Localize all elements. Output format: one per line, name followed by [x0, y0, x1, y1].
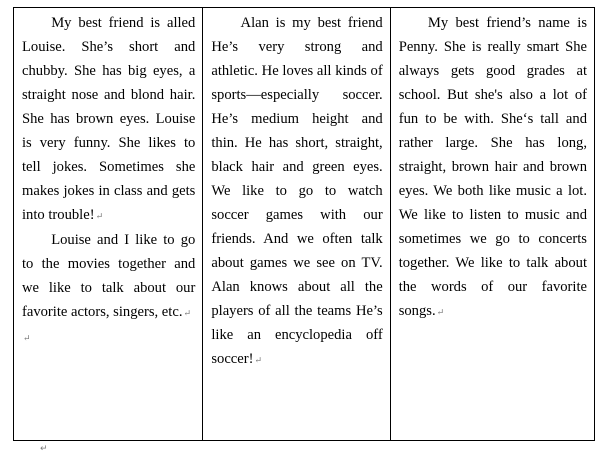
- table-cell-penny[interactable]: [391, 8, 594, 440]
- paragraph-mark-icon: ↵: [254, 355, 263, 365]
- table-cell-alan[interactable]: [203, 8, 390, 440]
- paragraph-mark-icon: ↵: [40, 444, 48, 454]
- paragraph-mark-icon: ↵: [436, 307, 445, 317]
- empty-paragraph: [22, 325, 195, 349]
- paragraph-alan-description: [211, 11, 382, 372]
- paragraph-mark-icon: ↵: [95, 211, 104, 221]
- paragraph-text: My best friend is alled Louise. She’s short and chubby. She has big eyes, a straight nose and blond hair. She has brown eyes. Louise is very funny. She likes to tell jokes. Sometimes she makes jokes in class and gets into trouble!: [22, 15, 196, 223]
- paragraph-mark-icon: ↵: [183, 308, 192, 318]
- three-column-table: [13, 7, 595, 441]
- paragraph-text: Alan is my best friend He’s very strong and athletic. He loves all kinds of sports—especially soccer. He’s medium height and thin. He has short, straight, black hair and green eyes. We like to go to watch soccer games with our friends. And we often talk about games we see on TV. Alan knows about all the players of all the teams He’s like an encyclopedia off soccer!: [211, 15, 383, 367]
- paragraph-penny-description: [399, 11, 587, 324]
- paragraph-text: Louise and I like to go to the movies together and we like to talk about our favorite actors, singers, etc.: [22, 232, 196, 320]
- paragraph-louise-description: [22, 11, 195, 228]
- paragraph-louise-activities: [22, 228, 195, 325]
- paragraph-text: My best friend’s name is Penny. She is really smart She always gets good grades at school. But she's also a lot of fun to be with. She‘s tall and rather large. She has long, straight, brown hair and brown eyes. We both like music a lot. We like to listen to music and sometimes we go to concerts together. We like to talk about the words of our favorite songs.: [398, 15, 587, 319]
- table-cell-louise[interactable]: [14, 8, 203, 440]
- paragraph-mark-icon: ↵: [23, 333, 31, 343]
